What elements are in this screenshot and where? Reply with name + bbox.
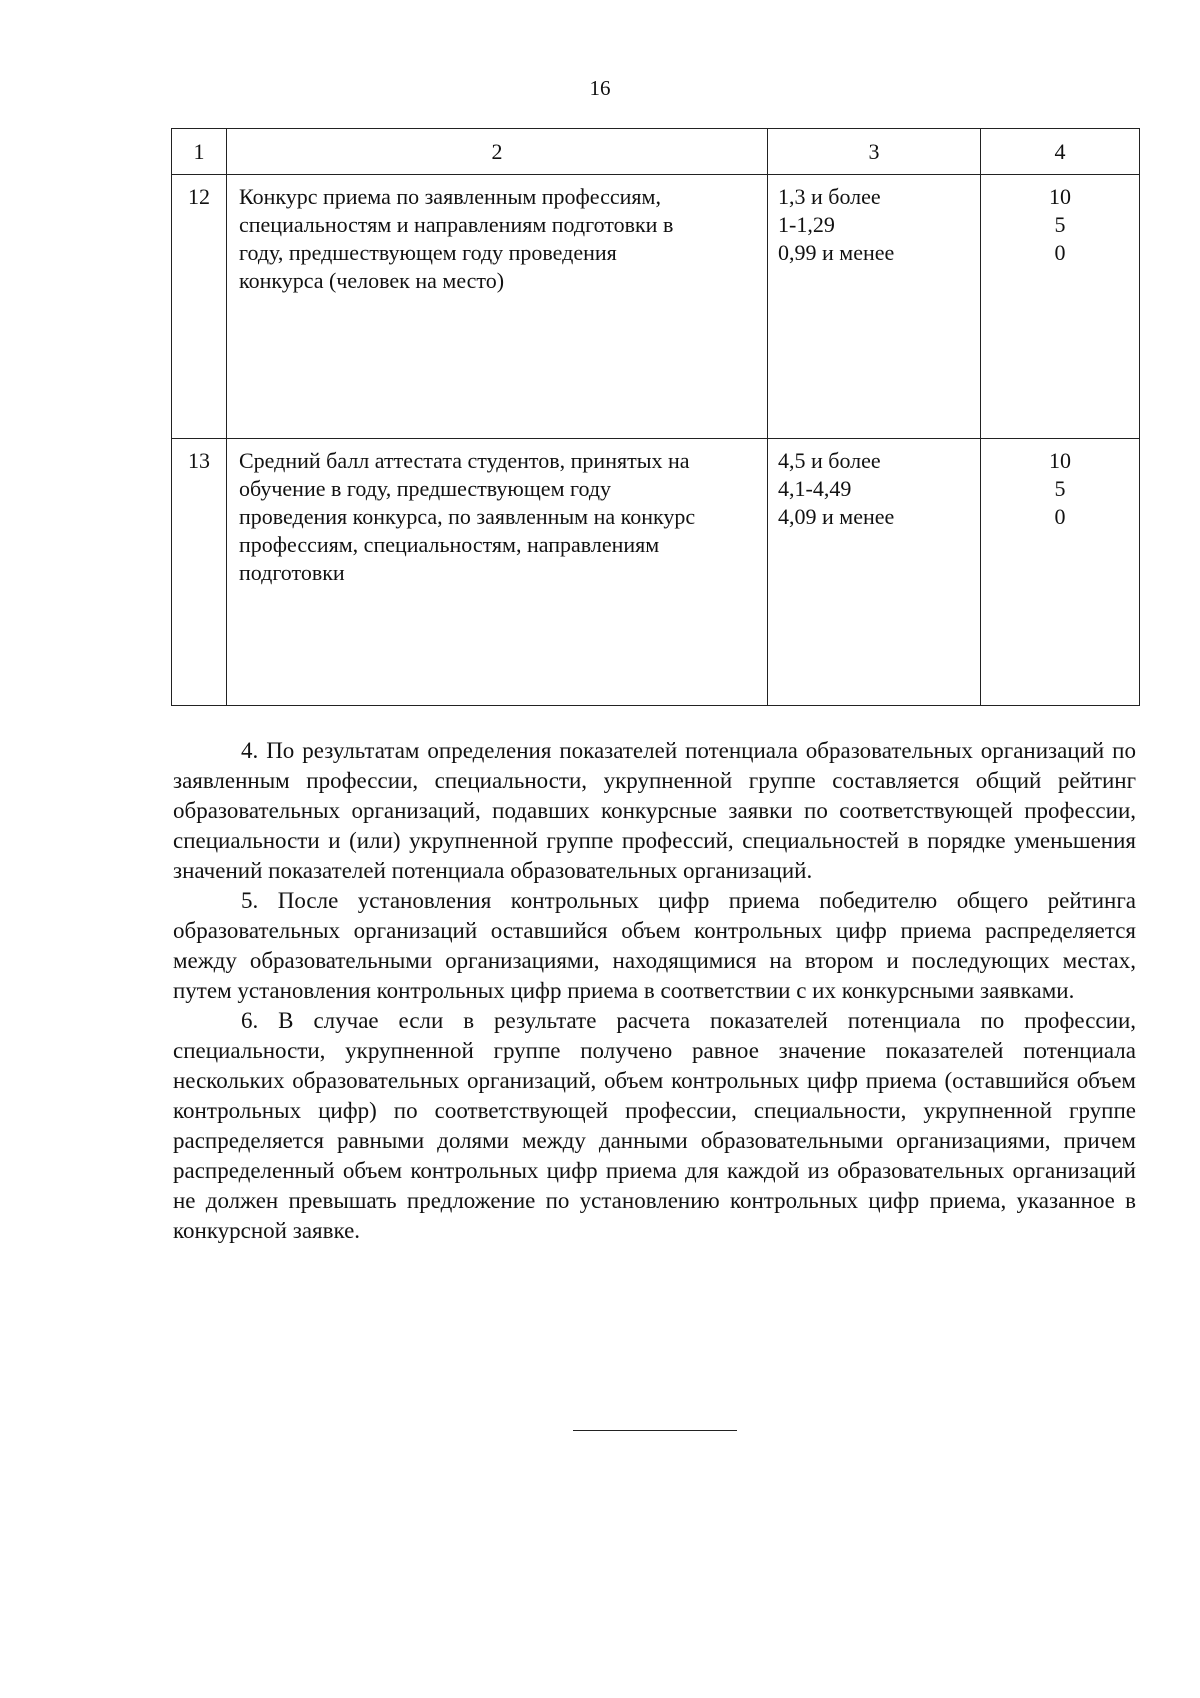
page-number: 16 bbox=[589, 76, 611, 100]
table-header-row bbox=[172, 129, 1140, 175]
value-range: 4,09 и менее bbox=[778, 504, 895, 529]
criterion-text-line: обучение в году, предшествующем году bbox=[239, 476, 612, 501]
body-text bbox=[173, 736, 1136, 1246]
row-number: 12 bbox=[188, 184, 210, 209]
header-cell-1: 1 bbox=[172, 129, 227, 175]
points-value: 5 bbox=[1054, 212, 1066, 237]
criterion-text-line: специальностям и направлениям подготовки в bbox=[239, 212, 674, 237]
value-range-cell bbox=[768, 175, 981, 439]
points-value: 5 bbox=[1054, 476, 1066, 501]
value-range: 0,99 и менее bbox=[778, 240, 895, 265]
header-cell-2: 2 bbox=[227, 129, 768, 175]
points-cell bbox=[981, 439, 1140, 706]
value-range: 4,5 и более bbox=[778, 448, 881, 473]
criterion-text-cell bbox=[227, 439, 768, 706]
points-value: 0 bbox=[1054, 240, 1066, 265]
criteria-table bbox=[171, 128, 1140, 706]
row-number: 13 bbox=[188, 448, 210, 473]
points-value: 0 bbox=[1054, 504, 1066, 529]
criterion-text-line: Средний балл аттестата студентов, принятых на bbox=[239, 448, 690, 473]
header-cell-3: 3 bbox=[768, 129, 981, 175]
points-value: 10 bbox=[1049, 448, 1071, 473]
criterion-text-line: профессиям, специальностям, направлениям bbox=[239, 532, 660, 557]
end-of-document-rule bbox=[573, 1430, 737, 1431]
value-range: 1-1,29 bbox=[778, 212, 835, 237]
criterion-text-line: Конкурс приема по заявленным профессиям, bbox=[239, 184, 661, 209]
table-row bbox=[172, 439, 1140, 706]
criterion-text-line: году, предшествующем году проведения bbox=[239, 240, 617, 265]
table-row bbox=[172, 175, 1140, 439]
criterion-text-line: проведения конкурса, по заявленным на конкурс bbox=[239, 504, 696, 529]
row-number-cell bbox=[172, 439, 227, 706]
row-number-cell bbox=[172, 175, 227, 439]
header-cell-4: 4 bbox=[981, 129, 1140, 175]
paragraph-5: 5. После установления контрольных цифр приема победителю общего рейтинга образовательных организаций оставшийся объем контрольных цифр приема распределяется между образовательными организациями, находящимися на втором и последующих местах, путем установления контрольных цифр приема в соответствии с их конкурсными заявками. bbox=[173, 888, 1136, 1003]
criterion-text-cell bbox=[227, 175, 768, 439]
criterion-text-line: подготовки bbox=[239, 560, 345, 585]
value-range: 4,1-4,49 bbox=[778, 476, 852, 501]
paragraph-4: 4. По результатам определения показателей потенциала образовательных организаций по заявленным профессии, специальности, укрупненной группе составляется общий рейтинг образовательных организаций, подавших конкурсные заявки по соответствующей профессии, специальности и (или) укрупненной группе профессий, специальностей в порядке уменьшения значений показателей потенциала образовательных организаций. bbox=[173, 738, 1136, 883]
points-cell bbox=[981, 175, 1140, 439]
criterion-text-line: конкурса (человек на место) bbox=[239, 268, 505, 293]
value-range: 1,3 и более bbox=[778, 184, 881, 209]
paragraph-6: 6. В случае если в результате расчета показателей потенциала по профессии, специальности, укрупненной группе получено равное значение показателей потенциала нескольких образовательных организаций, объем контрольных цифр приема (оставшийся объем контрольных цифр) по соответствующей профессии, специальности, укрупненной группе распределяется равными долями между данными образовательными организациями, причем распределенный объем контрольных цифр приема для каждой из образовательных организаций не должен превышать предложение по установлению контрольных цифр приема, указанное в конкурсной заявке. bbox=[173, 1008, 1136, 1243]
value-range-cell bbox=[768, 439, 981, 706]
points-value: 10 bbox=[1049, 184, 1071, 209]
